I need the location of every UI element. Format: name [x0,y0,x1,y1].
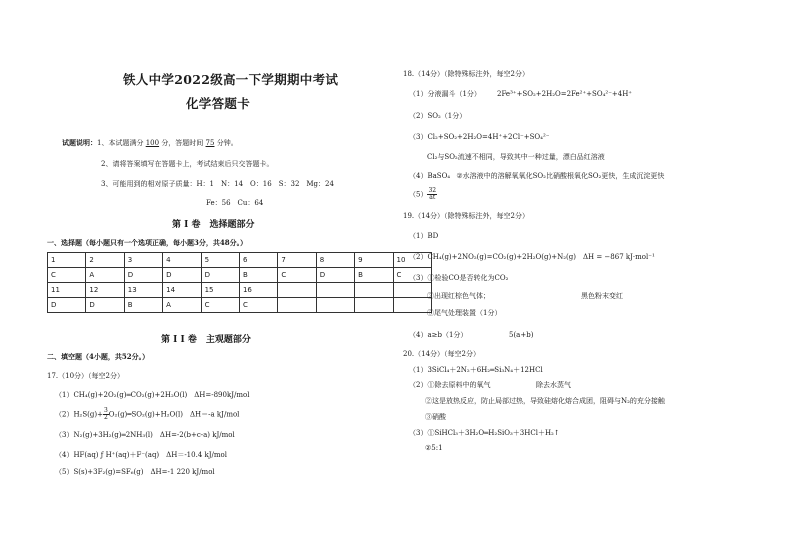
q20-answer-2-1b: 除去水蒸气 [536,381,571,389]
table-cell: 8 [316,253,354,268]
table-cell: 11 [48,283,86,298]
q19-answer-3-1: （3）①检验CO是否转化为CO₂ [409,274,509,282]
table-cell: B [124,298,162,313]
table-cell: 2 [86,253,124,268]
table-cell: 14 [163,283,201,298]
table-cell: 5 [201,253,239,268]
q18-answer-2: （2）SO₂（1分） [409,112,467,120]
table-cell: 15 [201,283,239,298]
q18-answer-1a: （1）分液漏斗（1分） [409,90,481,98]
q18-answer-3: （3）Cl₂+SO₂+2H₂O=4H⁺+2Cl⁻+SO₄²⁻ [409,133,550,141]
table-cell: A [163,298,201,313]
part2-section-label: 二、填空题（4小题，共52分。） [47,352,150,361]
table-cell: 10 [393,253,431,268]
table-row-answers [48,268,432,283]
q20-heading: 20.（14分）（每空2分） [403,350,480,358]
table-row-numbers [48,283,432,298]
table-cell: 3 [124,253,162,268]
q17-answer-5: （5）S(s)+3F₂(g)=SF₆(g) ΔH=-1 220 kJ/mol [55,468,215,476]
part1-title: 第 I 卷 选择题部分 [172,220,255,230]
table-cell: D [163,268,201,283]
instructions-line2: 2、请将答案填写在答题卡上，考试结束后只交答题卡。 [101,160,274,168]
instructions-line1: 试题说明：1、本试题满分 100 分，答题时间 75 分钟。 [62,138,238,147]
table-cell: 12 [86,283,124,298]
full-score: 100 [145,139,160,147]
table-row-answers [48,298,432,313]
table-cell [278,298,316,313]
q20-answer-3-2: ②5:1 [425,444,443,452]
q19-answer-3-2b: 黑色粉末变红 [581,292,623,300]
table-cell: D [316,268,354,283]
instructions-line3: 3、可能用到的相对原子质量：H：1 N：14 O：16 S：32 Mg：24 [101,180,334,188]
table-cell [393,298,431,313]
q18-answer-1b: 2Fe³⁺+SO₂+2H₂O=2Fe²⁺+SO₄²⁻+4H⁺ [497,90,633,98]
exam-subtitle: 化学答题卡 [186,96,251,111]
table-cell [316,298,354,313]
fraction: $\frac{3}{2}$ [103,407,108,421]
q17-answer-2: （2）H₂S(g)+ $\frac{3}{2}$ O₂(g)═SO₂(g)+H₂O(l) ΔH＝-a kJ/mol [55,407,240,421]
table-cell: 1 [48,253,86,268]
table-cell: A [86,268,124,283]
q19-answer-2: （2）CH₄(g)+2NO₂(g)=CO₂(g)+2H₂O(g)+N₂(g) ΔH = −867 kJ·mol⁻¹ [409,253,655,261]
table-cell: B [239,268,277,283]
q17-heading: 17.（10分）（每空2分） [47,372,124,380]
part1-section-label: 一、选择题（每小题只有一个选项正确，每小题3分，共48分。） [47,238,248,247]
instructions-line4: Fe：56 Cu：64 [206,199,264,207]
q18-answer-3b: Cl₂与SO₂流速不相同，导致其中一种过量，漂白品红溶液 [427,153,605,161]
q19-answer-4a: （4）a≥b（1分） [409,331,468,339]
table-cell: D [86,298,124,313]
table-cell: 9 [355,253,393,268]
table-cell [278,283,316,298]
q20-answer-3-1: （3）①SiHCl₃＋3H₂O═H₂SiO₃＋3HCl＋H₂↑ [409,429,560,437]
table-cell: B [355,268,393,283]
q20-answer-2-1a: （2）①除去原料中的氧气 [409,381,491,389]
table-cell: C [393,268,431,283]
q19-answer-1: （1）BD [409,232,439,240]
table-cell: C [201,298,239,313]
table-cell: 6 [239,253,277,268]
q20-answer-2-3: ③硝酸 [425,413,446,421]
q18-answer-4: （4）BaSO₄ ②水溶液中的溶解氧氧化SO₂比硝酸根氧化SO₂更快，生成沉淀更快 [409,172,665,180]
table-cell [316,283,354,298]
fraction: $\frac{32}{at}$ [428,187,437,201]
q20-answer-2-2: ②这是放热反应，防止局部过热，导致硅熔化熔合成团，阻碍与N₂的充分接触 [425,397,665,405]
q19-answer-3-3: ③尾气处理装置（1分） [427,309,502,317]
table-cell: 4 [163,253,201,268]
instructions-label: 试题说明： [62,138,97,147]
table-cell: 7 [278,253,316,268]
q18-heading: 18.（14分）（除特殊标注外，每空2分） [403,70,529,78]
q19-answer-3-2a: ②出现红棕色气体； [427,292,490,300]
answer-table [47,252,432,313]
table-cell [355,298,393,313]
q19-answer-4b: 5(a+b) [509,331,534,339]
q19-heading: 19.（14分）（除特殊标注外，每空2分） [403,212,529,220]
table-cell: C [48,268,86,283]
table-cell [393,283,431,298]
q17-answer-4: （4）HF(aq) ƒ H⁺(aq)＋F⁻(aq) ΔH＝-10.4 kJ/mol [55,451,227,459]
table-cell: C [239,298,277,313]
q20-answer-1: （1）3SiCl₄＋2N₂＋6H₂═Si₃N₄＋12HCl [409,366,543,374]
exam-time: 75 [205,139,215,147]
table-cell: D [124,268,162,283]
table-row-numbers [48,253,432,268]
table-cell: D [48,298,86,313]
table-cell: D [201,268,239,283]
table-cell: 16 [239,283,277,298]
q18-answer-5: （5） $\frac{32}{at}$ [409,187,437,201]
table-cell: C [278,268,316,283]
q17-answer-1: （1）CH₄(g)+2O₂(g)═CO₂(g)+2H₂O(l) ΔH=-890kJ/mol [55,391,250,399]
exam-title: 铁人中学2022级高一下学期期中考试 [123,72,339,87]
part2-title: 第 I I 卷 主观题部分 [161,335,251,345]
q17-answer-3: （3）N₂(g)+3H₂(g)═2NH₃(l) ΔH=-2(b+c-a) kJ/mol [55,431,235,439]
table-cell [355,283,393,298]
table-cell: 13 [124,283,162,298]
